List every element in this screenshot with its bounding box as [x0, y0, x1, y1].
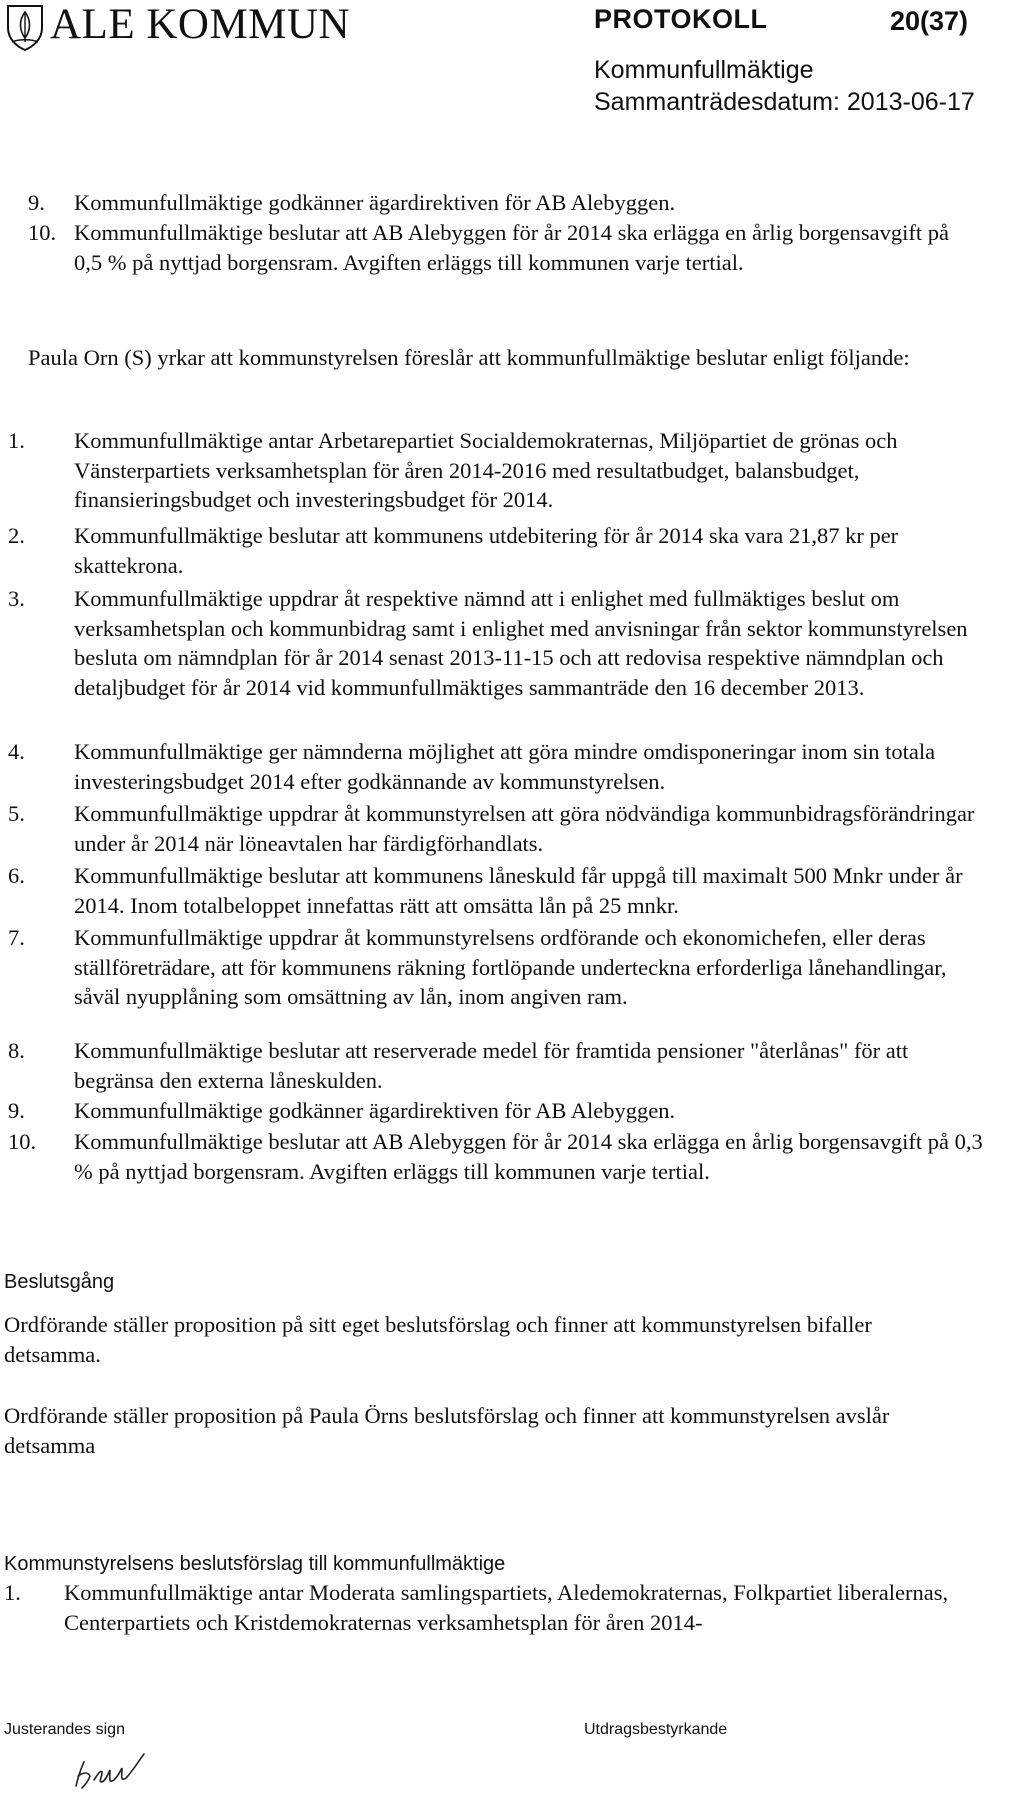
item-number: 3. — [8, 586, 25, 611]
item-number: 6. — [8, 863, 25, 888]
decision-body: Kommunfullmäktige — [594, 56, 814, 84]
beslutsgang-paragraph-2: Ordförande ställer proposition på Paula Örns beslutsförslag och finner att kommunstyrelsen avslår detsamma — [4, 1403, 890, 1458]
item-number: 2. — [8, 523, 25, 548]
item-text: Kommunfullmäktige uppdrar åt kommunstyrelsen att göra nödvändiga kommunbidragsförändringar under år 2014 när löneavtalen har färdigförhandlats. — [74, 801, 975, 856]
item-text: Kommunfullmäktige antar Arbetarepartiet Socialdemokraternas, Miljöpartiet de grönas och Vänsterpartiets verksamhetsplan för åren 2014-2016 med resultatbudget, balansbudget, finansieringsbudget och investeringsbudget för 2014. — [74, 428, 898, 512]
item-text: Kommunfullmäktige beslutar att kommunens utdebitering för år 2014 ska vara 21,87 kr per skattekrona. — [74, 523, 899, 578]
beslutsgang-paragraph-1: Ordförande ställer proposition på sitt eget beslutsförslag och finner att kommunstyrelsen bifaller detsamma. — [4, 1312, 872, 1367]
item-number: 9. — [8, 1098, 25, 1123]
ale-kommun-logo — [4, 2, 46, 52]
org-name: ALE KOMMUN — [50, 1, 351, 48]
item-number: 1. — [8, 428, 25, 453]
item-number: 10. — [28, 220, 57, 245]
item-number: 5. — [8, 801, 25, 826]
page-number: 20(37) — [890, 6, 969, 36]
justerandes-sign-label: Justerandes sign — [4, 1721, 125, 1738]
item-number: 9. — [28, 190, 45, 215]
utdragsbestyrkande-label: Utdragsbestyrkande — [584, 1721, 728, 1738]
item-text: Kommunfullmäktige uppdrar åt respektive nämnd att i enlighet med fullmäktiges beslut om verksamhetsplan och kommunbidrag samt i enlighet med anvisningar från sektor kommunstyrelsen besluta om nämndplan för år 2014 senast 2013-11-15 och att redovisa respektive nämndplan och detaljbudget för år 2014 vid kommunfullmäktiges sammanträde den 16 december 2013. — [74, 586, 968, 700]
item-number: 10. — [8, 1129, 37, 1154]
motion-intro: Paula Orn (S) yrkar att kommunstyrelsen föreslår att kommunfullmäktige beslutar enligt följande: — [28, 345, 910, 370]
section-heading-beslutsgang: Beslutsgång — [4, 1271, 115, 1293]
item-number: 4. — [8, 739, 25, 764]
item-text: Kommunfullmäktige uppdrar åt kommunstyrelsens ordförande och ekonomichefen, eller deras ställföreträdare, att för kommunens räkning fortlöpande underteckna erforderliga lånehandlingar, såväl nyupplåning som omsättning av lån, inom angiven ram. — [74, 925, 947, 1009]
item-text: Kommunfullmäktige beslutar att kommunens låneskuld får uppgå till maximalt 500 Mnkr under år 2014. Inom totalbeloppet innefattas rätt att omsätta lån på 25 mnkr. — [74, 863, 963, 918]
item-number: 7. — [8, 925, 25, 950]
section-heading-ks-forslag: Kommunstyrelsens beslutsförslag till kommunfullmäktige — [4, 1553, 506, 1575]
item-number: 1. — [4, 1580, 21, 1605]
item-text: Kommunfullmäktige godkänner ägardirektiven för AB Alebyggen. — [74, 1098, 676, 1123]
item-number: 8. — [8, 1038, 25, 1063]
item-text: Kommunfullmäktige godkänner ägardirektiven för AB Alebyggen. — [74, 190, 676, 215]
item-text: Kommunfullmäktige beslutar att reserverade medel för framtida pensioner "återlånas" för att begränsa den externa låneskulden. — [74, 1038, 909, 1093]
handwritten-signature — [68, 1750, 148, 1794]
document-type: PROTOKOLL — [594, 4, 768, 34]
item-text: Kommunfullmäktige antar Moderata samlingspartiets, Aledemokraternas, Folkpartiet liberalernas, Centerpartiets och Kristdemokraternas verksamhetsplan för åren 2014- — [64, 1580, 949, 1635]
item-text: Kommunfullmäktige beslutar att AB Alebyggen för år 2014 ska erlägga en årlig borgensavgift på 0,5 % på nyttjad borgensram. Avgiften erläggs till kommunen varje tertial. — [74, 220, 949, 275]
item-text: Kommunfullmäktige beslutar att AB Alebyggen för år 2014 ska erlägga en årlig borgensavgift på 0,3 % på nyttjad borgensram. Avgiften erläggs till kommunen varje tertial. — [74, 1129, 983, 1184]
meeting-date: Sammanträdesdatum: 2013-06-17 — [594, 88, 975, 116]
item-text: Kommunfullmäktige ger nämnderna möjlighet att göra mindre omdisponeringar inom sin totala investeringsbudget 2014 efter godkännande av kommunstyrelsen. — [74, 739, 936, 794]
